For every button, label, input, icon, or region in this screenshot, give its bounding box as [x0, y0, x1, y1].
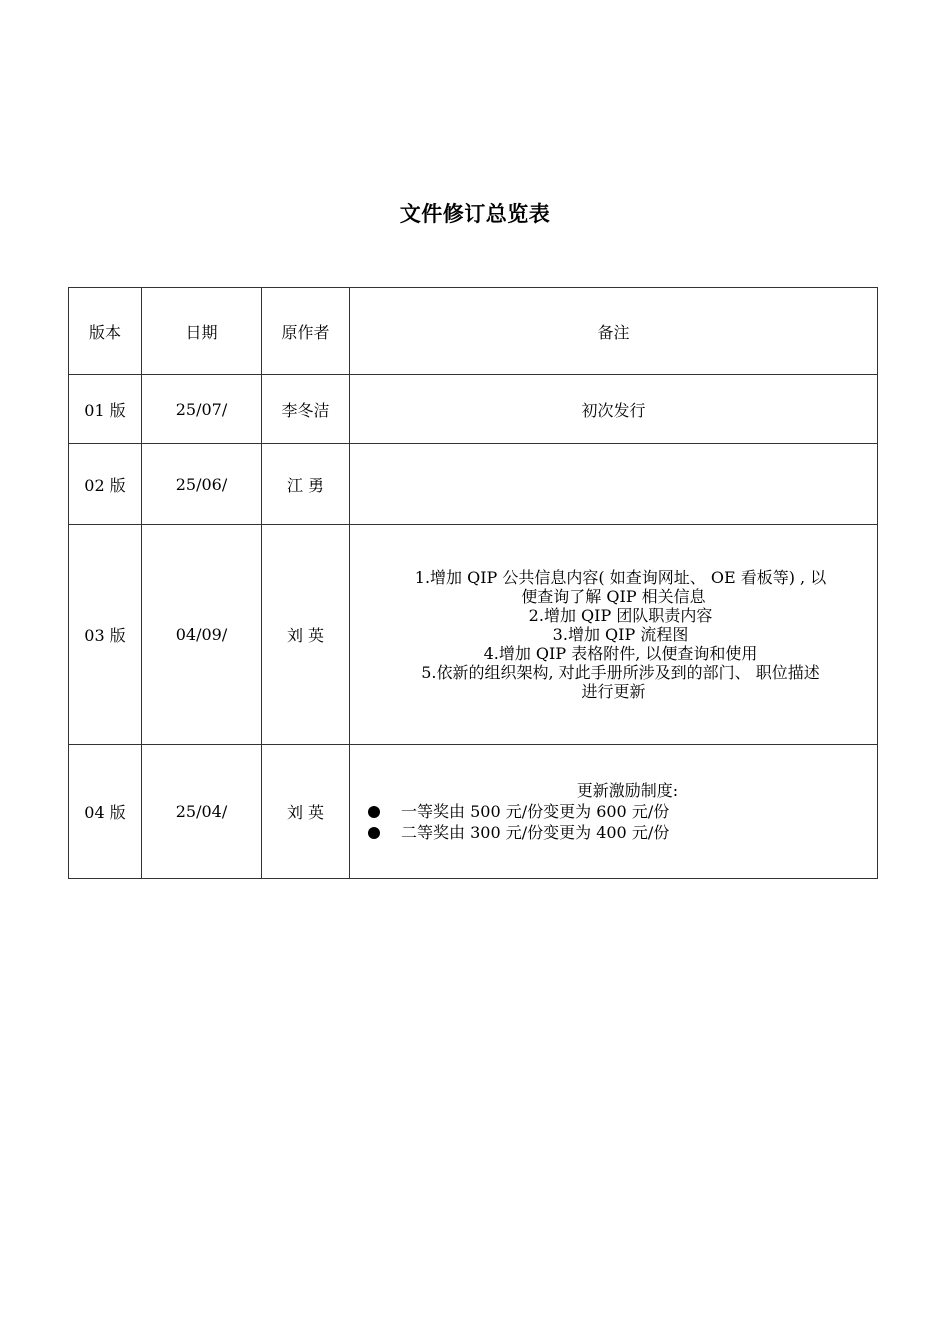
cell-author: 李冬洁 [262, 375, 350, 444]
header-version: 版本 [69, 288, 142, 375]
header-date: 日期 [142, 288, 262, 375]
note-line: 进行更新 [581, 682, 646, 701]
list-item [350, 822, 877, 843]
cell-notes [350, 745, 878, 879]
cell-notes: 初次发行 [350, 375, 878, 444]
note-line: 1.增加 QIP 公共信息内容( 如查询网址、 OE 看板等) , 以 [414, 568, 827, 587]
header-notes: 备注 [350, 288, 878, 375]
cell-author: 江 勇 [262, 444, 350, 525]
table-row [69, 525, 878, 745]
cell-notes [350, 444, 878, 525]
cell-version: 04 版 [69, 745, 142, 879]
table-row [69, 745, 878, 879]
cell-version: 01 版 [69, 375, 142, 444]
cell-author: 刘 英 [262, 745, 350, 879]
bullet-icon [368, 806, 380, 818]
table-row [69, 444, 878, 525]
cell-date: 25/07/ [142, 375, 262, 444]
bullet-icon [368, 827, 380, 839]
note-line: 5.依新的组织架构, 对此手册所涉及到的部门、 职位描述 [421, 663, 820, 682]
notes-heading: 更新激励制度: [576, 781, 679, 800]
cell-date: 25/06/ [142, 444, 262, 525]
note-line: 便查询了解 QIP 相关信息 [521, 587, 706, 606]
table-row [69, 375, 878, 444]
bullet-text: 二等奖由 300 元/份变更为 400 元/份 [401, 823, 670, 842]
note-line: 3.增加 QIP 流程图 [552, 625, 689, 644]
cell-author: 刘 英 [262, 525, 350, 745]
page-title: 文件修订总览表 [399, 202, 551, 226]
cell-date: 25/04/ [142, 745, 262, 879]
list-item [350, 801, 877, 822]
cell-version: 02 版 [69, 444, 142, 525]
bullet-text: 一等奖由 500 元/份变更为 600 元/份 [401, 802, 670, 821]
cell-date: 04/09/ [142, 525, 262, 745]
note-line: 2.增加 QIP 团队职责内容 [528, 606, 713, 625]
cell-version: 03 版 [69, 525, 142, 745]
table-header-row [69, 288, 878, 375]
header-author: 原作者 [262, 288, 350, 375]
revision-table [68, 287, 878, 879]
note-line: 4.增加 QIP 表格附件, 以便查询和使用 [483, 644, 758, 663]
cell-notes [350, 525, 878, 745]
